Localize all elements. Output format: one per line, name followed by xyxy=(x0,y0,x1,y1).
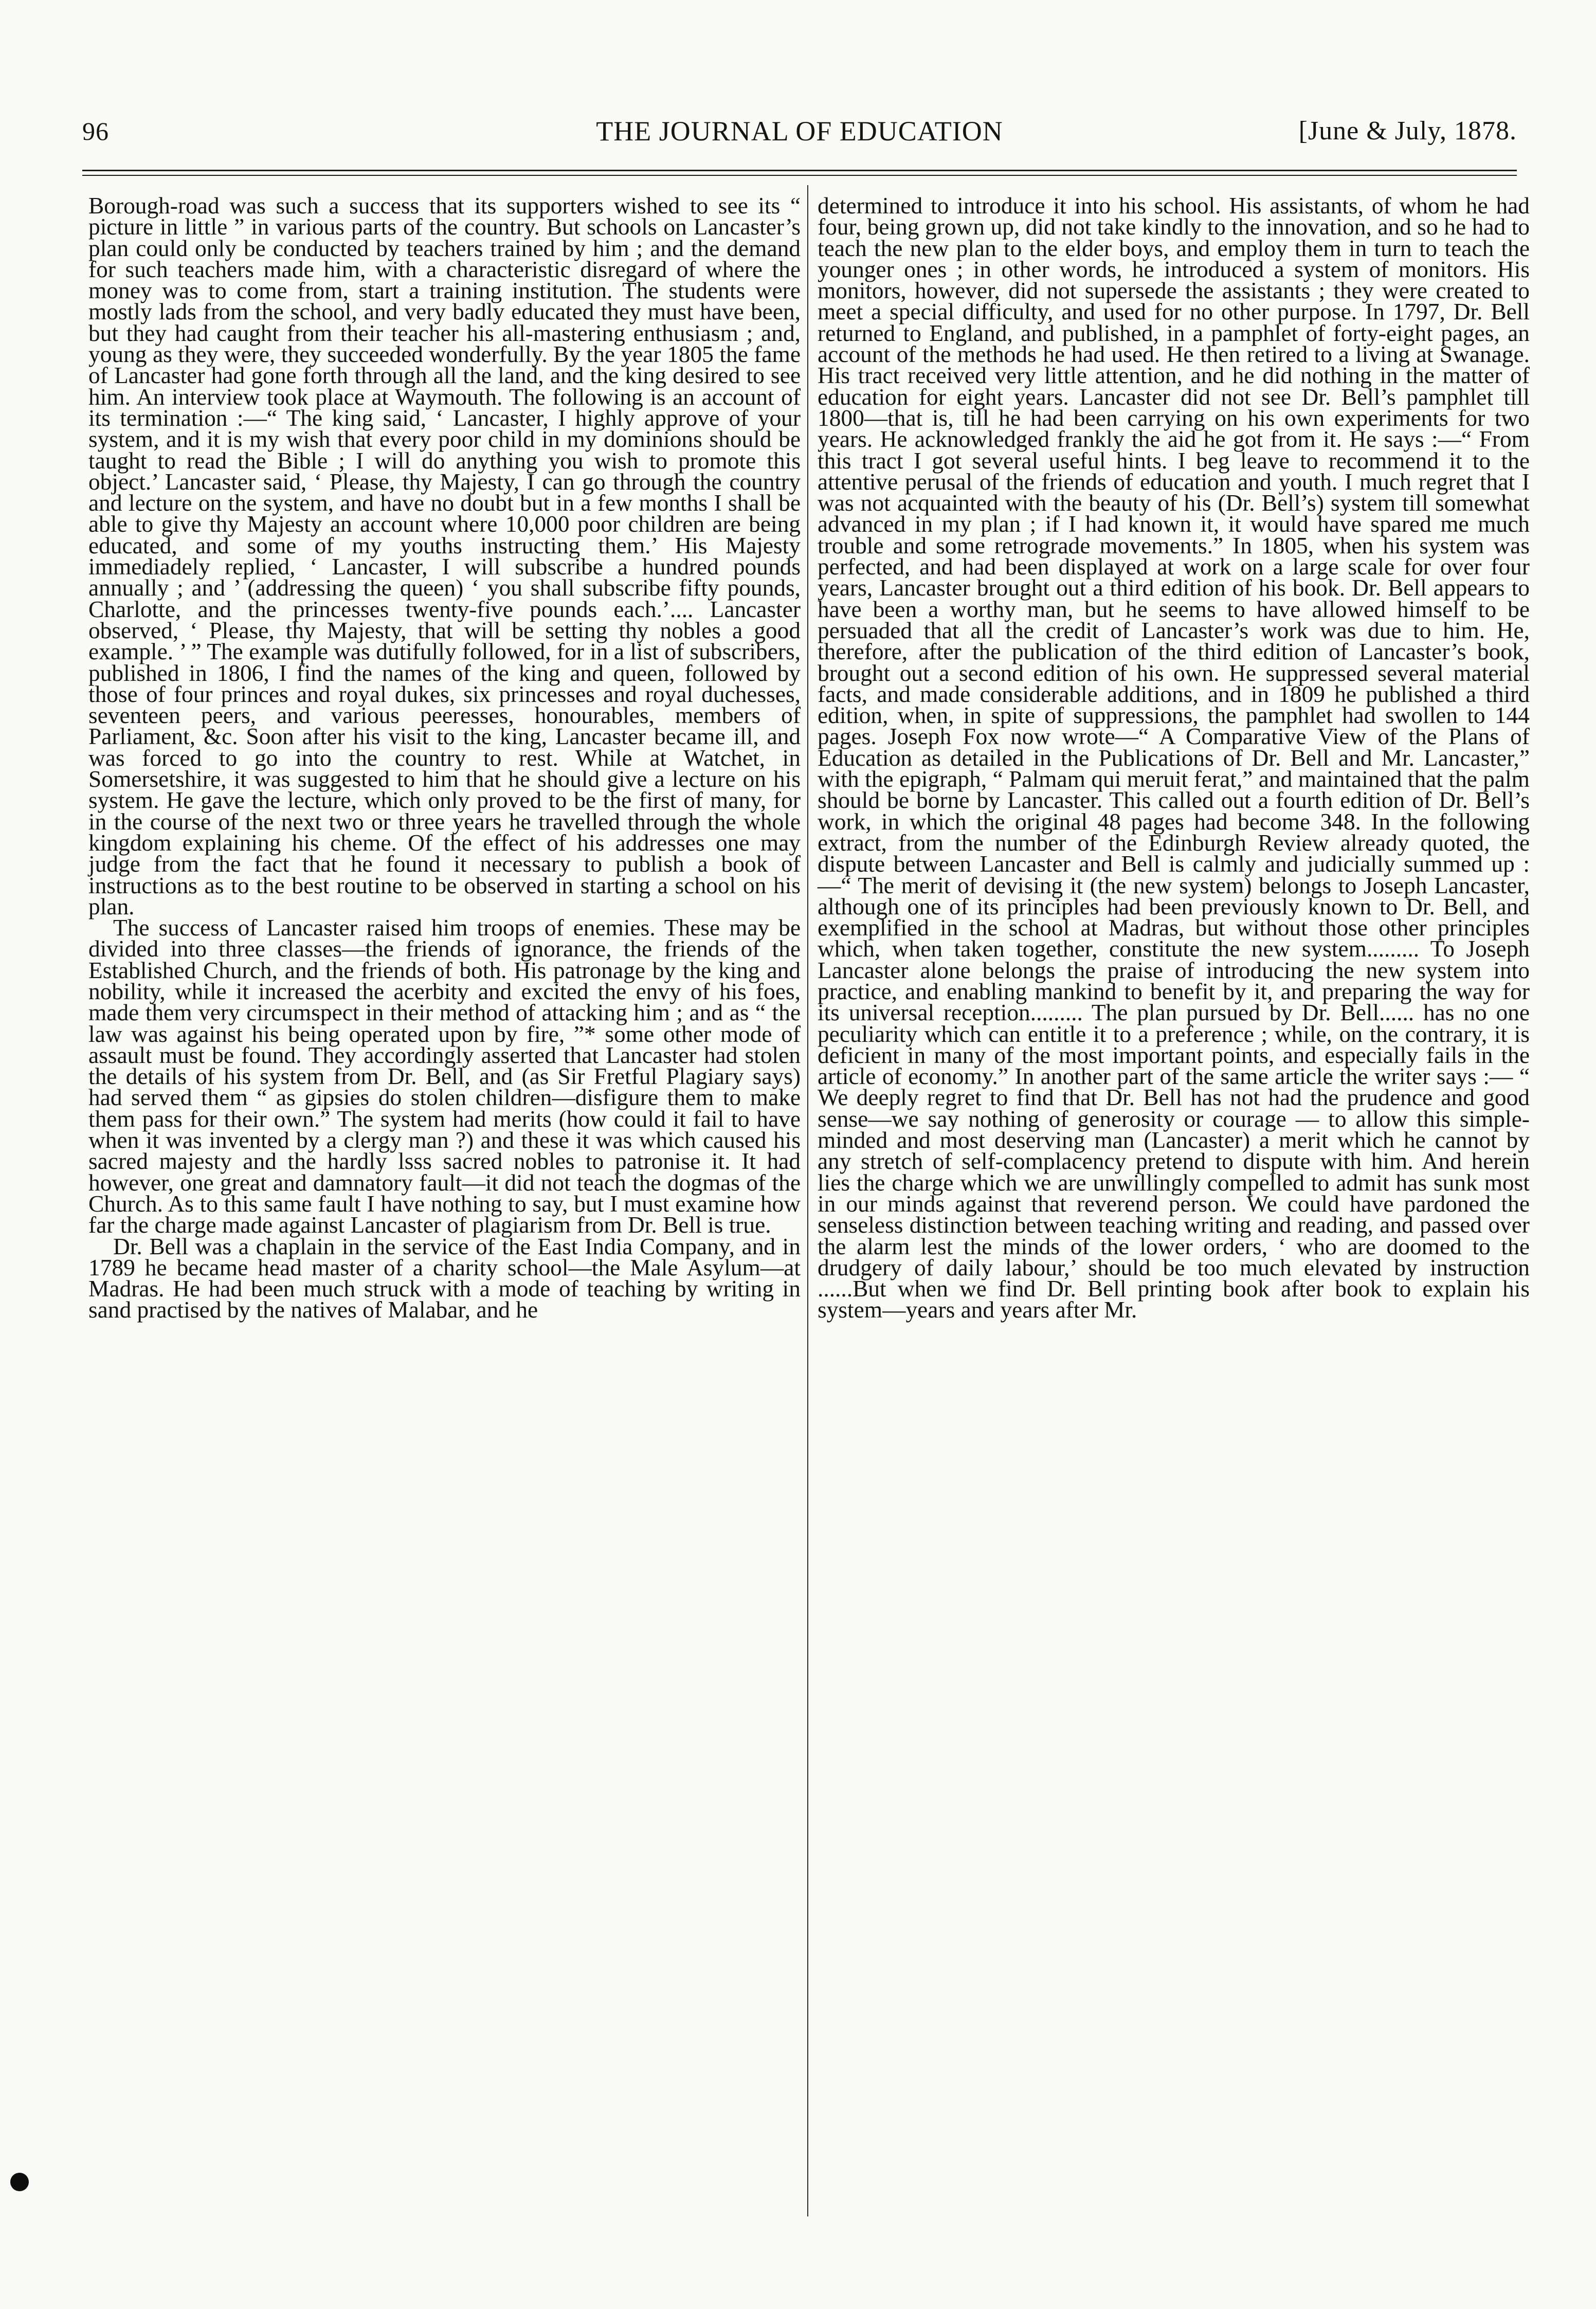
page-number: 96 xyxy=(82,117,109,146)
paragraph: determined to introduce it into his school. His assistants, of whom he had four, being grown up, did not take kindly to the innovation, and so he had to teach the new plan to the elder boys, and employ them in turn to teach the younger ones ; in other words, he introduced a system of monitors. His monitors, however, did not supersede the assistants ; they were created to meet a special difficulty, and used for no other purpose. In 1797, Dr. Bell returned to England, and published, in a pamphlet of forty-eight pages, an account of the methods he had used. He then retired to a living at Swanage. His tract received very little attention, and he did nothing in the matter of education for eight years. Lancaster did not see Dr. Bell’s pamphlet till 1800—that is, till he had been carrying on his own experiments for two years. He acknowledged frankly the aid he got from it. He says :—“ From this tract I got several useful hints. I beg leave to recommend it to the attentive perusal of the friends of education and youth. I much regret that I was not acquainted with the beauty of his (Dr. Bell’s) system till somewhat advanced in my plan ; if I had known it, it would have spared me much trouble and some retrograde movements.” In 1805, when his system was perfected, and had been displayed at work on a large scale for over four years, Lancaster brought out a third edition of his book. Dr. Bell appears to have been a worthy man, but he seems to have allowed himself to be persuaded that all the credit of Lancaster’s work was due to him. He, therefore, after the publication of the third edition of Lancaster’s book, brought out a second edition of his own. He suppressed several material facts, and made considerable additions, and in 1809 he published a third edition, when, in spite of suppressions, the pamphlet had swollen to 144 pages. Joseph Fox now wrote—“ A Comparative View of the Plans of Education as detailed in the Publications of Dr. Bell and Mr. Lancaster,” with the epigraph, “ Palmam qui meruit ferat,” and maintained that the palm should be borne by Lancaster. This called out a fourth edition of Dr. Bell’s work, in which the original 48 pages had become 348. In the following extract, from the number of the Edinburgh Review already quoted, the dispute between Lancaster and Bell is calmly and judicially summed up :—“ The merit of devising it (the new system) belongs to Joseph Lancaster, although one of its principles had been previously known to Dr. Bell, and exemplified in the school at Madras, but without those other principles which, when taken together, constitute the new system......... To Joseph Lancaster alone belongs the praise of introducing the new system into practice, and enabling mankind to benefit by it, and preparing the way for its universal reception......... The plan pursued by Dr. Bell...... has no one peculiarity which can entitle it to a preference ; while, on the contrary, it is deficient in many of the most important points, and especially fails in the article of economy.” In another part of the same article the writer says :— “ We deeply regret to find that Dr. Bell has not had the prudence and good sense—we say nothing of generosity or courage — to allow this simple-minded and most deserving man (Lancaster) a merit which he cannot by any stretch of self-complacency pretend to dispute with him. And herein lies the charge which we are unwillingly compelled to admit has sunk most in our minds against that reverend person. We could have pardoned the senseless distinction between teaching writing and reading, and passed over the alarm lest the minds of the lower orders, ‘ who are doomed to the drudgery of daily labour,’ should be too much elevated by instruction ......But when we find Dr. Bell printing book after book to explain his system—years and years after Mr. xyxy=(818,193,1530,1323)
issue-date: [June & July, 1878. xyxy=(1298,116,1517,146)
header-rule xyxy=(82,170,1517,171)
journal-title: THE JOURNAL OF EDUCATION xyxy=(596,116,1003,147)
left-column xyxy=(88,195,801,1321)
column-divider xyxy=(807,185,808,2216)
paragraph: The success of Lancaster raised him troops of enemies. These may be divided into three classes—the friends of ignorance, the friends of the Established Church, and the friends of both. His patronage by the king and nobility, while it increased the acerbity and excited the envy of his foes, made them very circumspect in their method of attacking him ; and as “ the law was against his being operated upon by fire, ”* some other mode of assault must be found. They accordingly asserted that Lancaster had stolen the details of his system from Dr. Bell, and (as Sir Fretful Plagiary says) had served them “ as gipsies do stolen children—disfigure them to make them pass for their own.” The system had merits (how could it fail to have when it was invented by a clergy man ?) and these it was which caused his sacred majesty and the hardly lsss sacred nobles to patronise it. It had however, one great and damnatory fault—it did not teach the dogmas of the Church. As to this same fault I have nothing to say, but I must examine how far the charge made against Lancaster of plagiarism from Dr. Bell is true. xyxy=(88,915,801,1238)
right-column xyxy=(818,195,1530,1321)
paragraph: Dr. Bell was a chaplain in the service of the East India Company, and in 1789 he became head master of a charity school—the Male Asylum—at Madras. He had been much struck with a mode of teaching by writing in sand practised by the natives of Malabar, and he xyxy=(88,1233,801,1323)
header-rule-thin xyxy=(82,175,1517,176)
paragraph: Borough-road was such a success that its supporters wished to see its “ picture in little ” in various parts of the country. But schools on Lancaster’s plan could only be conducted by teachers trained by him ; and the demand for such teachers made him, with a characteristic disregard of where the money was to come from, start a training institution. The students were mostly lads from the school, and very badly educated they must have been, but they had caught from their teacher his all-mastering enthusiasm ; and, young as they were, they succeeded wonderfully. By the year 1805 the fame of Lancaster had gone forth through all the land, and the king desired to see him. An interview took place at Waymouth. The following is an account of its termination :—“ The king said, ‘ Lancaster, I highly approve of your system, and it is my wish that every poor child in my dominions should be taught to read the Bible ; I will do anything you wish to promote this object.’ Lancaster said, ‘ Please, thy Majesty, I can go through the country and lecture on the system, and have no doubt but in a few months I shall be able to give thy Majesty an account where 10,000 poor children are being educated, and some of my youths instructing them.’ His Majesty immediadely replied, ‘ Lancaster, I will subscribe a hundred pounds annually ; and ’ (addressing the queen) ‘ you shall subscribe fifty pounds, Charlotte, and the princesses twenty-five pounds each.’.... Lancaster observed, ‘ Please, thy Majesty, that will be setting thy nobles a good example. ’ ” The example was dutifully followed, for in a list of subscribers, published in 1806, I find the names of the king and queen, followed by those of four princes and royal dukes, six princesses and royal duchesses, seventeen peers, and various peeresses, honourables, members of Parliament, &c. Soon after his visit to the king, Lancaster became ill, and was forced to go into the country to rest. While at Watchet, in Somersetshire, it was suggested to him that he should give a lecture on his system. He gave the lecture, which only proved to be the first of many, for in the course of the next two or three years he travelled through the whole kingdom explaining his cheme. Of the effect of his addresses one may judge from the fact that he found it necessary to publish a book of instructions as to the best routine to be observed in starting a school on his plan. xyxy=(88,193,801,919)
margin-dot xyxy=(10,2173,29,2191)
running-header xyxy=(82,111,1517,152)
